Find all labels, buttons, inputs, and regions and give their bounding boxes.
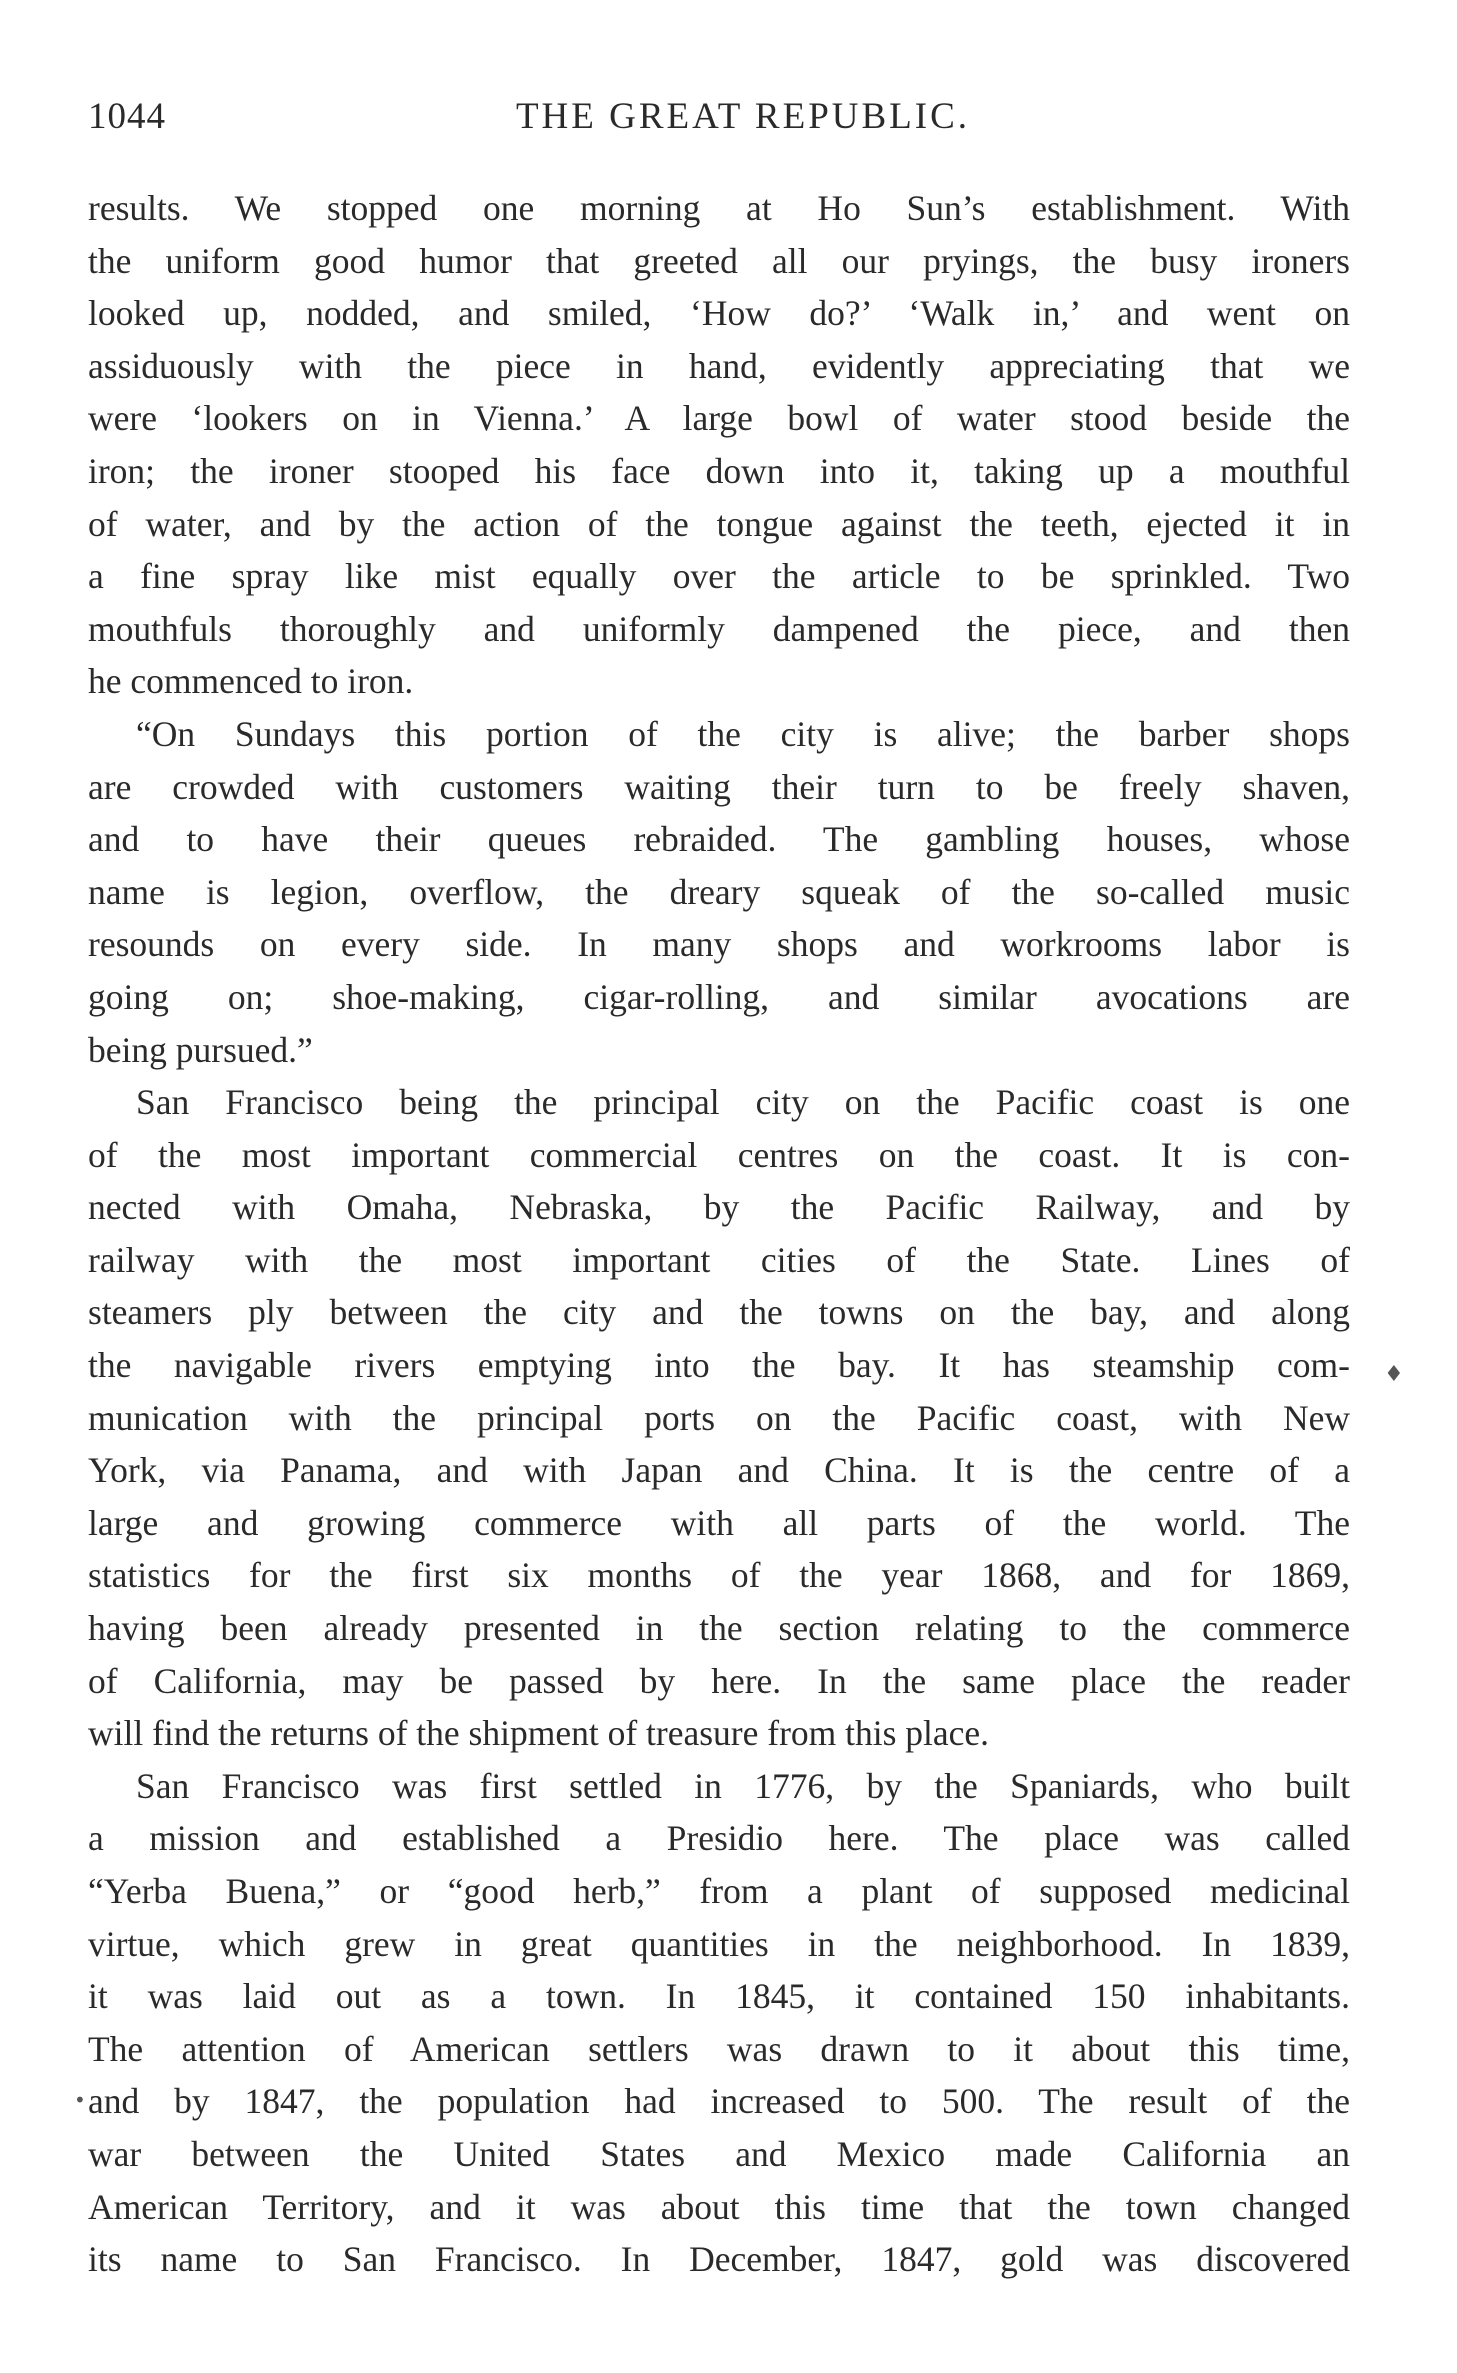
running-head [88, 95, 1358, 145]
text-line: nected with Omaha, Nebraska, by the Pacific Railway, and by [88, 1187, 1350, 1228]
text-line: having been already presented in the section relating to the commerce [88, 1608, 1350, 1649]
text-line: American Territory, and it was about this time that the town changed [88, 2186, 1350, 2227]
running-title: THE GREAT REPUBLIC. [515, 96, 971, 137]
text-line: were ‘lookers on in Vienna.’ A large bowl of water stood beside the [88, 398, 1350, 439]
text-line: assiduously with the piece in hand, evidently appreciating that we [88, 345, 1350, 386]
body-text [88, 182, 1350, 2286]
paragraph-end-line: he commenced to iron. [88, 661, 414, 702]
page-number: 1044 [88, 96, 166, 137]
text-line: York, via Panama, and with Japan and China. It is the centre of a [88, 1450, 1350, 1491]
text-line: resounds on every side. In many shops and workrooms labor is [88, 924, 1350, 965]
paragraph-end-line: being pursued.” [88, 1029, 313, 1070]
text-line: statistics for the first six months of the year 1868, and for 1869, [88, 1555, 1350, 1596]
ink-speck-icon: • [74, 2088, 86, 2112]
text-line: a fine spray like mist equally over the article to be sprinkled. Two [88, 556, 1350, 597]
text-line: mouthfuls thoroughly and uniformly dampened the piece, and then [88, 608, 1350, 649]
text-line: of water, and by the action of the tongue against the teeth, ejected it in [88, 503, 1350, 544]
text-line: iron; the ironer stooped his face down into it, taking up a mouthful [88, 450, 1350, 491]
text-line: going on; shoe-making, cigar-rolling, and similar avocations are [88, 976, 1350, 1017]
text-line: large and growing commerce with all parts of the world. The [88, 1502, 1350, 1543]
text-line: looked up, nodded, and smiled, ‘How do?’ ‘Walk in,’ and went on [88, 293, 1350, 334]
text-line: The attention of American settlers was drawn to it about this time, [88, 2028, 1350, 2069]
text-line: “Yerba Buena,” or “good herb,” from a plant of supposed medicinal [88, 1871, 1350, 1911]
paragraph-end-line: will find the returns of the shipment of treasure from this place. [88, 1713, 990, 1754]
text-line: the navigable rivers emptying into the bay. It has steamship com- [88, 1345, 1350, 1386]
text-line: are crowded with customers waiting their turn to be freely shaven, [88, 766, 1350, 807]
text-line: munication with the principal ports on the Pacific coast, with New [88, 1397, 1350, 1438]
text-line: results. We stopped one morning at Ho Sun’s establishment. With [88, 188, 1350, 228]
text-line: and by 1847, the population had increased to 500. The result of the [88, 2081, 1350, 2122]
text-line: railway with the most important cities of the State. Lines of [88, 1239, 1350, 1280]
paragraph-start-line: San Francisco was first settled in 1776, by the Spaniards, who built [136, 1765, 1350, 1806]
paragraph-start-line: San Francisco being the principal city on the Pacific coast is one [136, 1082, 1350, 1123]
ink-speck-icon: ♦ [1384, 1362, 1404, 1387]
text-line: virtue, which grew in great quantities in the neighborhood. In 1839, [88, 1923, 1350, 1964]
text-line: a mission and established a Presidio here. The place was called [88, 1818, 1350, 1859]
text-line: the uniform good humor that greeted all our pryings, the busy ironers [88, 240, 1350, 281]
text-line: of the most important commercial centres on the coast. It is con- [88, 1134, 1350, 1175]
text-line: war between the United States and Mexico made California an [88, 2133, 1350, 2174]
text-line: steamers ply between the city and the towns on the bay, and along [88, 1292, 1350, 1333]
paragraph-start-line: “On Sundays this portion of the city is alive; the barber shops [136, 713, 1350, 754]
text-line: it was laid out as a town. In 1845, it contained 150 inhabitants. [88, 1976, 1350, 2017]
text-line: its name to San Francisco. In December, 1847, gold was discovered [88, 2239, 1350, 2280]
text-line: name is legion, overflow, the dreary squeak of the so-called music [88, 871, 1350, 912]
text-line: of California, may be passed by here. In the same place the reader [88, 1660, 1350, 1701]
text-line: and to have their queues rebraided. The gambling houses, whose [88, 819, 1350, 860]
